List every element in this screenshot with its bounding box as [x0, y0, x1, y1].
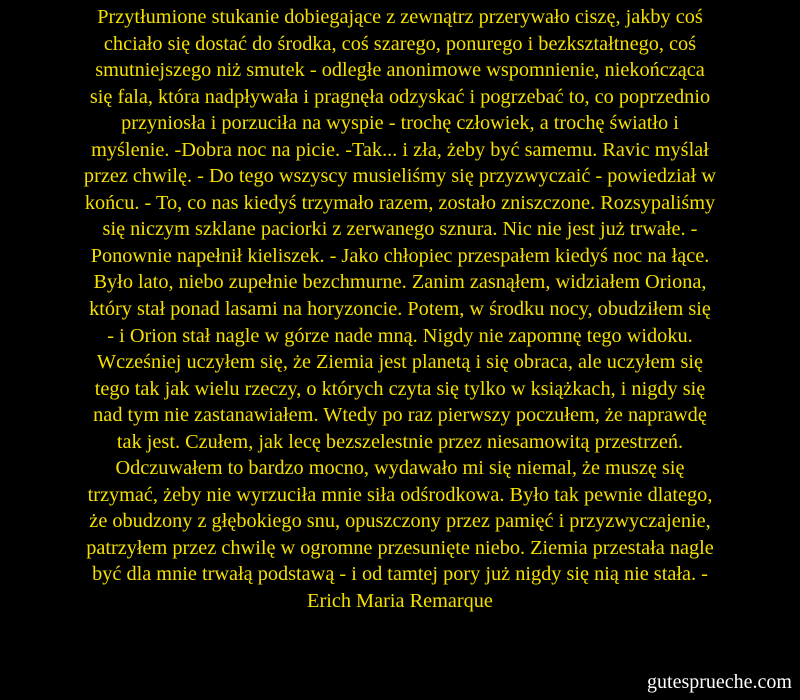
quote-line: patrzyłem przez chwilę w ogromne przesunięte niebo. Ziemia przestała nagle	[86, 536, 714, 559]
quote-line: chciało się dostać do środka, coś szarego, ponurego i bezkształtnego, coś	[103, 32, 697, 55]
quote-line: tak jest. Czułem, jak lecę bezszelestnie przez niesamowitą przestrzeń.	[116, 430, 684, 453]
quote-line: być dla mnie trwałą podstawą - i od tamtej pory już nigdy się nią nie stała. -	[92, 563, 708, 586]
quote-line: Odczuwałem to bardzo mocno, wydawało mi się niemal, że muszę się	[115, 457, 685, 480]
quote-line: myślenie. -Dobra noc na picie. -Tak... i zła, żeby być samemu. Ravic myślał	[91, 138, 709, 161]
quote-line: który stał ponad lasami na horyzoncie. Potem, w środku nocy, obudziłem się	[89, 298, 711, 321]
quote-line: smutniejszego niż smutek - odległe anonimowe wspomnienie, niekończąca	[95, 59, 705, 82]
quote-line: że obudzony z głębokiego snu, opuszczony przez pamięć i przyzwyczajenie,	[89, 510, 711, 533]
quote-line: nad tym nie zastanawiałem. Wtedy po raz pierwszy poczułem, że naprawdę	[93, 404, 707, 427]
watermark: gutesprueche.com	[647, 671, 792, 693]
quote-line: tego tak jak wielu rzeczy, o których czyta się tylko w książkach, i nigdy się	[94, 377, 706, 400]
quote-line: przyniosła i porzuciła na wyspie - trochę człowiek, a trochę światło i	[121, 112, 679, 135]
quote-line: się niczym szklane paciorki z zerwanego sznura. Nic nie jest już trwałe. -	[102, 218, 698, 241]
quote-line: się fala, która nadpływała i pragnęła odzyskać i pogrzebać to, co poprzednio	[89, 85, 711, 108]
quote-line: Ponownie napełnił kieliszek. - Jako chłopiec przespałem kiedyś noc na łące.	[90, 244, 710, 267]
quote-author: Erich Maria Remarque	[307, 590, 493, 613]
quote-line: Wcześniej uczyłem się, że Ziemia jest planetą i się obraca, ale uczyłem się	[96, 351, 704, 374]
quote-line: - i Orion stał nagle w górze nade mną. Nigdy nie zapomnę tego widoku.	[107, 324, 693, 347]
quote-line: końcu. - To, co nas kiedyś trzymało razem, zostało zniszczone. Rozsypaliśmy	[84, 191, 716, 214]
quote-line: Przytłumione stukanie dobiegające z zewnątrz przerywało ciszę, jakby coś	[97, 6, 703, 28]
quote-line: trzymać, żeby nie wyrzuciła mnie siła odśrodkowa. Było tak pewnie dlatego,	[87, 483, 713, 506]
quote-line: przez chwilę. - Do tego wszyscy musieliśmy się przyzwyczaić - powiedział w	[83, 165, 717, 188]
quote-line: Było lato, niebo zupełnie bezchmurne. Zanim zasnąłem, widziałem Oriona,	[93, 271, 707, 294]
